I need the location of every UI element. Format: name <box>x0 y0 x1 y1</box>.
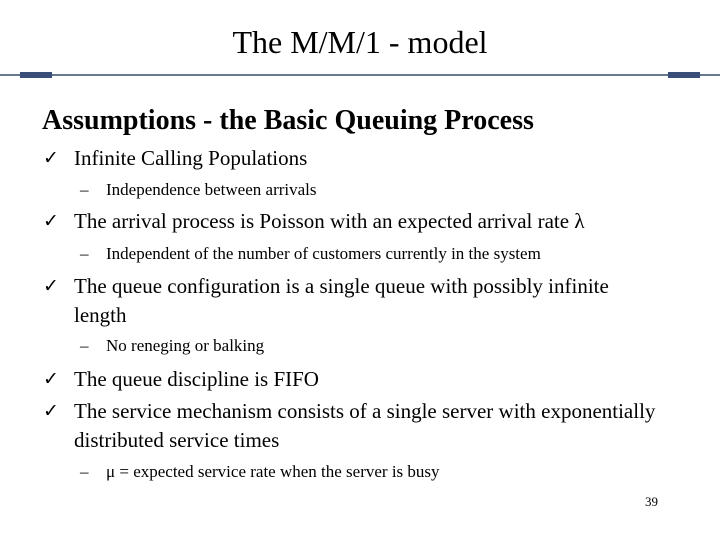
checkmark-icon: ✓ <box>43 400 59 422</box>
section-heading: Assumptions - the Basic Queuing Process <box>42 105 534 136</box>
sub-bullet-item <box>80 243 541 265</box>
bullet-item <box>43 207 663 236</box>
divider-accent-left <box>20 72 52 78</box>
sub-bullet-item <box>80 335 264 357</box>
bullet-text: The arrival process is Poisson with an expected arrival rate λ <box>74 209 585 233</box>
dash-icon: – <box>80 336 89 355</box>
slide-title: The M/M/1 - model <box>232 24 488 60</box>
sub-bullet-item <box>80 461 440 483</box>
checkmark-icon: ✓ <box>43 147 59 169</box>
bullet-item <box>43 144 663 173</box>
divider-accent-right <box>668 72 700 78</box>
sub-bullet-text: Independence between arrivals <box>106 180 317 199</box>
bullet-text: The queue configuration is a single queue with possibly infinite length <box>74 274 609 327</box>
dash-icon: – <box>80 462 89 481</box>
sub-bullet-item <box>80 179 317 201</box>
checkmark-icon: ✓ <box>43 210 59 232</box>
dash-icon: – <box>80 244 89 263</box>
checkmark-icon: ✓ <box>43 275 59 297</box>
bullet-text: The queue discipline is FIFO <box>74 367 319 391</box>
checkmark-icon: ✓ <box>43 368 59 390</box>
sub-bullet-text: μ = expected service rate when the server is busy <box>106 462 440 481</box>
page-number: 39 <box>645 494 658 509</box>
bullet-text: The service mechanism consists of a single server with exponentially distributed service times <box>74 399 656 452</box>
bullet-item <box>43 272 663 330</box>
title-divider <box>0 72 720 80</box>
sub-bullet-text: No reneging or balking <box>106 336 265 355</box>
bullet-item <box>43 397 663 455</box>
sub-bullet-text: Independent of the number of customers currently in the system <box>106 244 541 263</box>
bullet-text: Infinite Calling Populations <box>74 146 308 170</box>
dash-icon: – <box>80 180 89 199</box>
divider-line <box>0 74 720 76</box>
bullet-item <box>43 365 663 394</box>
